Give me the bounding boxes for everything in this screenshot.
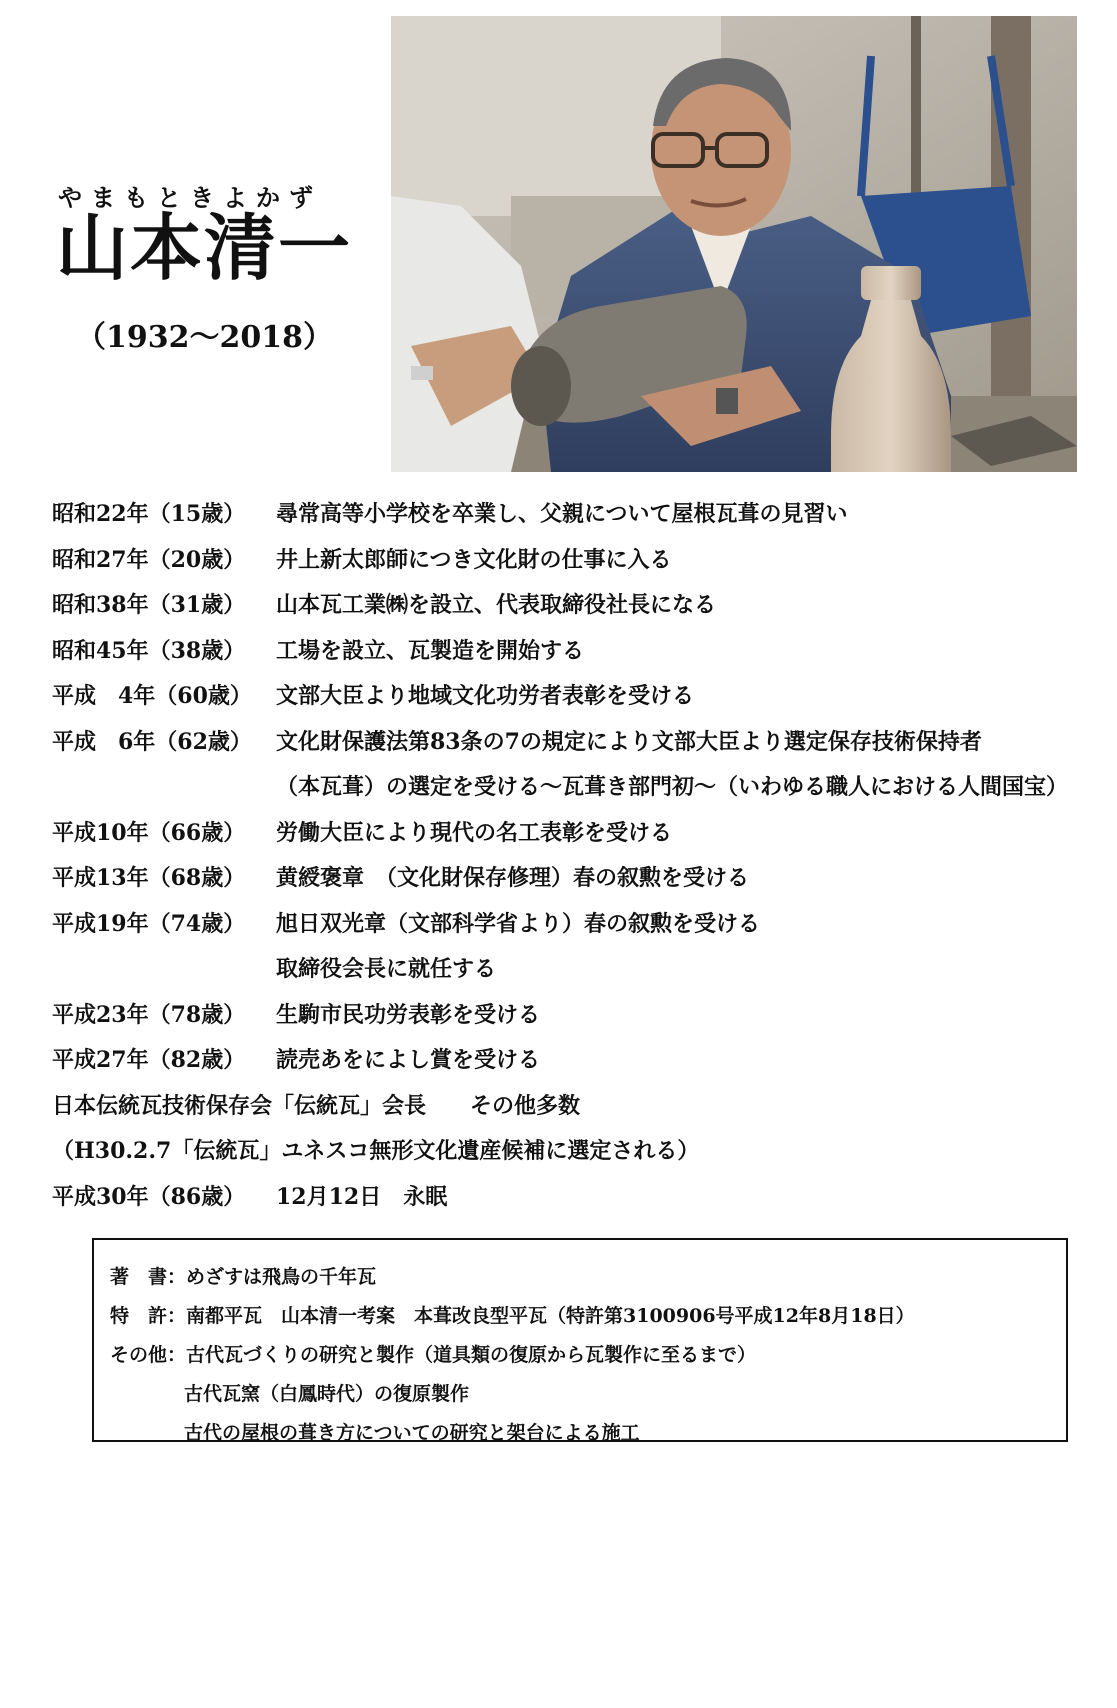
- timeline-date: 昭和45年（38歳）: [52, 637, 246, 664]
- timeline-date: 平成 6年（62歳）: [52, 728, 252, 755]
- person-name: 山本清一: [56, 205, 353, 290]
- timeline-event: 黄綬褒章 （文化財保存修理）春の叙勲を受ける: [276, 865, 750, 892]
- works-line: [110, 1256, 1066, 1295]
- works-line: [110, 1334, 1066, 1373]
- works-label: 著 書：: [110, 1266, 187, 1288]
- works-line: [110, 1412, 1066, 1451]
- timeline-row: [52, 1082, 1102, 1128]
- timeline-row: [52, 536, 1102, 582]
- timeline-row: [52, 854, 1102, 900]
- timeline-event: （H30.2.7「伝統瓦」ユネスコ無形文化遺産候補に選定される）: [52, 1138, 700, 1165]
- timeline-row: [52, 718, 1102, 764]
- works-text: 古代の屋根の葺き方についての研究と架台による施工: [184, 1422, 640, 1444]
- works-text: 南都平瓦 山本清一考案 本葺改良型平瓦（特許第3100906号平成12年8月18日）: [186, 1305, 915, 1327]
- timeline-row: [52, 763, 1102, 809]
- timeline-row: [52, 991, 1102, 1037]
- timeline-row: [52, 672, 1102, 718]
- timeline-date: 平成19年（74歳）: [52, 910, 246, 937]
- timeline-event: 尋常高等小学校を卒業し、父親について屋根瓦葺の見習い: [276, 501, 848, 528]
- timeline-row: [52, 627, 1102, 673]
- timeline-event: 生駒市民功労表彰を受ける: [276, 1001, 541, 1028]
- timeline-date: 平成27年（82歳）: [52, 1047, 246, 1074]
- profile-header: [0, 0, 1117, 480]
- timeline-row: [52, 1173, 1102, 1219]
- career-timeline: [52, 490, 1102, 1218]
- timeline-event: 読売あをによし賞を受ける: [276, 1047, 541, 1074]
- timeline-event: 文部大臣より地域文化功労者表彰を受ける: [276, 683, 695, 710]
- timeline-event: 労働大臣により現代の名工表彰を受ける: [276, 819, 673, 846]
- works-box: [92, 1238, 1068, 1442]
- works-text: 古代瓦づくりの研究と製作（道具類の復原から瓦製作に至るまで）: [186, 1344, 757, 1366]
- works-text: 古代瓦窯（白鳳時代）の復原製作: [184, 1383, 470, 1405]
- timeline-date: 平成30年（86歳）: [52, 1183, 246, 1210]
- works-line: [110, 1373, 1066, 1412]
- timeline-event: （本瓦葺）の選定を受ける〜瓦葺き部門初〜（いわゆる職人における人間国宝）: [276, 774, 1069, 801]
- timeline-date: 昭和27年（20歳）: [52, 546, 246, 573]
- works-label: その他：: [110, 1344, 187, 1366]
- timeline-event: 井上新太郎師につき文化財の仕事に入る: [276, 546, 672, 573]
- portrait-photo: [391, 16, 1077, 472]
- lifespan: （1932〜2018）: [76, 320, 333, 355]
- timeline-row: [52, 490, 1102, 536]
- timeline-date: 昭和38年（31歳）: [52, 592, 246, 619]
- timeline-date: 昭和22年（15歳）: [52, 501, 246, 528]
- timeline-event: 山本瓦工業㈱を設立、代表取締役社長になる: [276, 592, 717, 619]
- timeline-row: [52, 1036, 1102, 1082]
- timeline-date: 平成 4年（60歳）: [52, 683, 252, 710]
- works-text: めざすは飛鳥の千年瓦: [186, 1266, 377, 1288]
- timeline-date: 平成23年（78歳）: [52, 1001, 246, 1028]
- timeline-row: [52, 945, 1102, 991]
- timeline-date: 平成10年（66歳）: [52, 819, 246, 846]
- timeline-event: 取締役会長に就任する: [276, 956, 497, 983]
- timeline-date: 平成13年（68歳）: [52, 865, 246, 892]
- timeline-row: [52, 1127, 1102, 1173]
- works-label: 特 許：: [110, 1305, 187, 1327]
- timeline-row: [52, 900, 1102, 946]
- timeline-event: 日本伝統瓦技術保存会「伝統瓦」会長 その他多数: [52, 1092, 581, 1119]
- name-furigana: やまもときよかず: [58, 183, 322, 212]
- timeline-event: 12月12日 永眠: [276, 1183, 448, 1210]
- works-line: [110, 1295, 1066, 1334]
- timeline-event: 文化財保護法第83条の7の規定により文部大臣より選定保存技術保持者: [276, 728, 982, 755]
- timeline-row: [52, 581, 1102, 627]
- timeline-event: 旭日双光章（文部科学省より）春の叙勲を受ける: [276, 910, 761, 937]
- timeline-event: 工場を設立、瓦製造を開始する: [276, 637, 585, 664]
- timeline-row: [52, 809, 1102, 855]
